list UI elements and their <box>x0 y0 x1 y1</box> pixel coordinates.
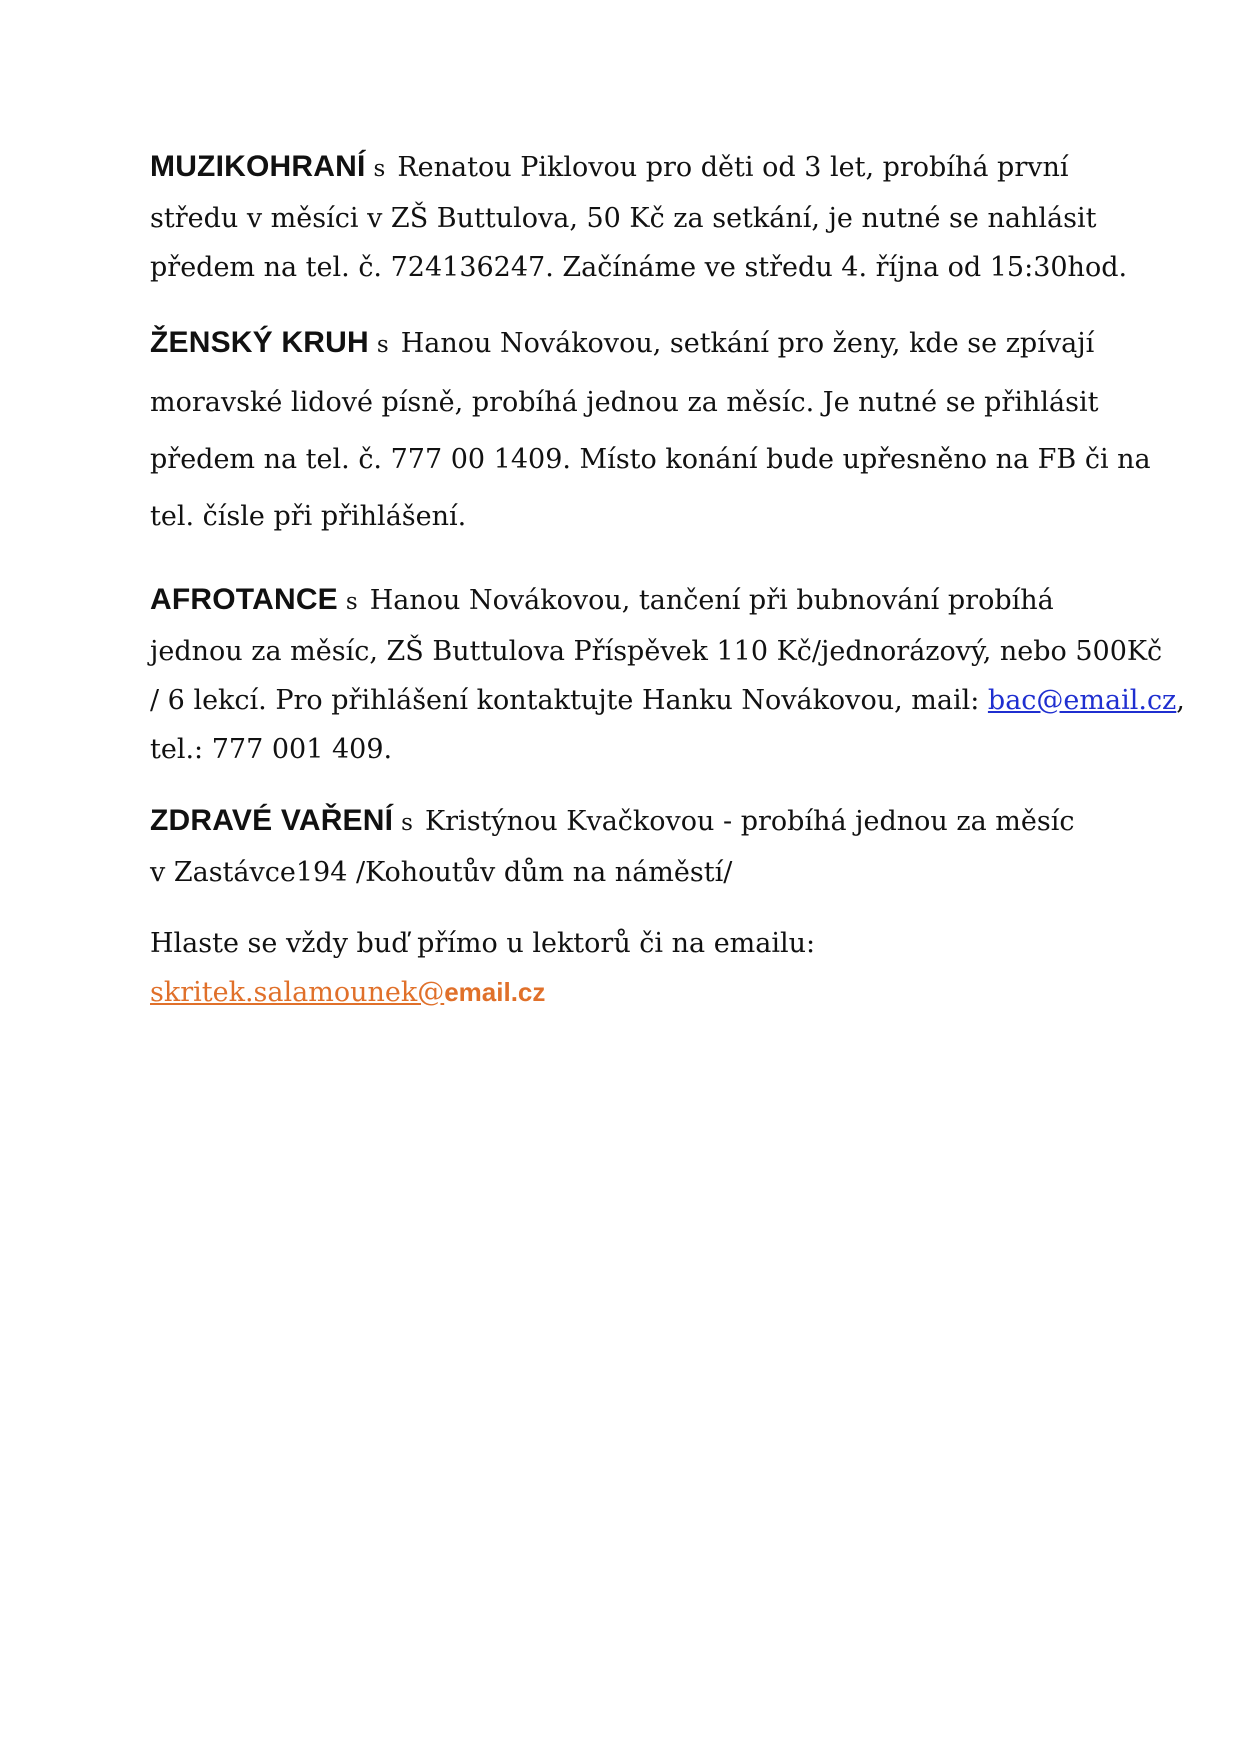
section-text-line: moravské lidové písně, probíhá jednou za měsíc. Je nutné se přihlásit <box>150 387 1099 418</box>
footer-contact <box>150 919 1110 1017</box>
section-text-line: Kristýnou Kvačkovou - probíhá jednou za měsíc <box>424 806 1075 837</box>
section-text-line: jednou za měsíc, ZŠ Buttulova Příspěvek 110 Kč/jednorázový, nebo 500Kč <box>150 636 1163 667</box>
section-connector: s <box>401 810 413 836</box>
document-page <box>150 142 1185 1039</box>
section-text-line: předem na tel. č. 724136247. Začínáme ve středu 4. října od 15:30hod. <box>150 252 1128 283</box>
section-text-line: tel. čísle při přihlášení. <box>150 501 467 532</box>
section-zensky-kruh <box>150 314 1151 545</box>
section-heading: ŽENSKÝ KRUH <box>150 326 369 359</box>
section-heading: MUZIKOHRANÍ <box>150 150 366 183</box>
section-text-line: Renatou Piklovou pro děti od 3 let, probíhá první <box>397 152 1069 183</box>
section-text-line: předem na tel. č. 777 00 1409. Místo konání bude upřesněno na FB či na <box>150 444 1151 475</box>
email-suffix: , <box>1176 685 1185 716</box>
section-text-line: Hanou Novákovou, tančení při bubnování probíhá <box>369 585 1054 616</box>
section-heading: AFROTANCE <box>150 583 338 616</box>
section-heading: ZDRAVÉ VAŘENÍ <box>150 804 394 837</box>
section-connector: s <box>345 589 358 615</box>
section-text-line: středu v měsíci v ZŠ Buttulova, 50 Kč za setkání, je nutné se nahlásit <box>150 203 1097 234</box>
section-muzikohrani <box>150 142 1128 292</box>
section-connector: s <box>373 156 386 182</box>
section-connector: s <box>376 332 389 358</box>
email-link-bac[interactable]: bac@email.cz <box>987 685 1177 716</box>
section-text-line: Hanou Novákovou, setkání pro ženy, kde se zpívají <box>400 328 1095 359</box>
email-link-skritek[interactable]: skritek.salamounek@ <box>150 977 445 1008</box>
section-text-line: tel.: 777 001 409. <box>150 734 393 765</box>
footer-text: Hlaste se vždy buď přímo u lektorů či na emailu: <box>150 928 816 959</box>
email-domain[interactable]: email.cz <box>444 977 546 1007</box>
section-text-line: v Zastávce194 /Kohoutův dům na náměstí/ <box>150 857 733 888</box>
section-afrotance <box>150 575 1185 774</box>
section-zdrave-vareni <box>150 796 1110 897</box>
section-text-line: / 6 lekcí. Pro přihlášení kontaktujte Hanku Novákovou, mail: <box>150 685 988 716</box>
